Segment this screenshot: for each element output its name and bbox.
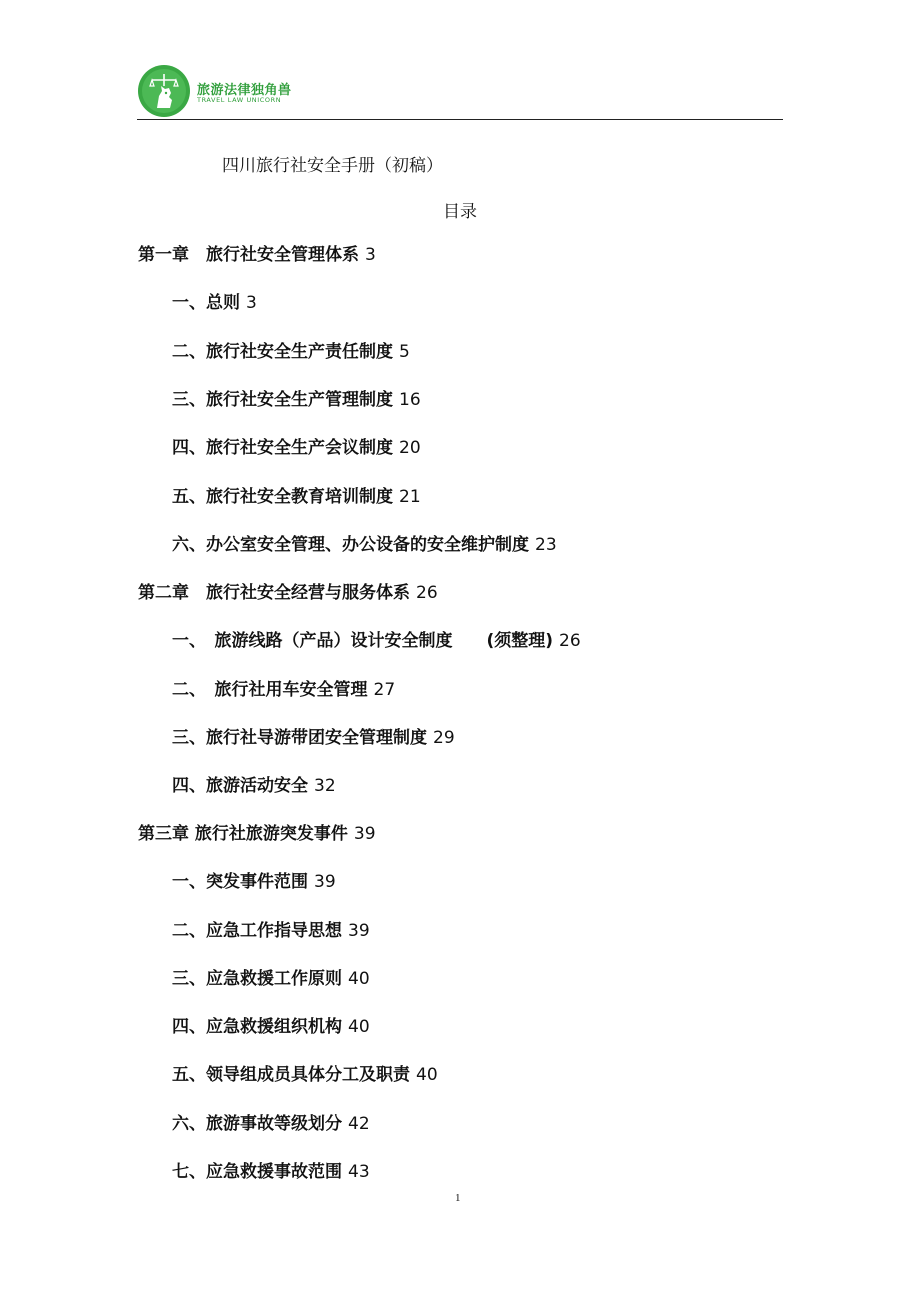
- toc-entry-section[interactable]: [172, 389, 421, 411]
- toc-entry-label: 六、办公室安全管理、办公设备的安全维护制度: [172, 535, 529, 555]
- toc-entry-section[interactable]: [172, 679, 395, 701]
- toc-entry-page: 26: [559, 631, 581, 651]
- toc-entry-page: 27: [373, 680, 396, 700]
- toc-entry-label: 一、总则: [172, 293, 240, 313]
- toc-entry-section[interactable]: [172, 871, 336, 893]
- toc-entry-label: 七、应急救援事故范围: [172, 1162, 342, 1182]
- toc-entry-chapter-3[interactable]: [138, 823, 376, 845]
- toc-entry-section[interactable]: [172, 775, 336, 797]
- toc-entry-page: 3: [365, 245, 376, 265]
- toc-entry-section[interactable]: [172, 437, 421, 459]
- toc-entry-page: 39: [314, 872, 336, 892]
- toc-entry-page: 21: [399, 487, 421, 507]
- toc-entry-section[interactable]: [172, 292, 257, 314]
- toc-entry-page: 43: [348, 1162, 370, 1182]
- toc-entry-label: 二、 旅行社用车安全管理: [172, 680, 368, 700]
- toc-entry-section[interactable]: [172, 486, 421, 508]
- logo-english-name: TRAVEL LAW UNICORN: [197, 96, 282, 104]
- toc-entry-section[interactable]: [172, 630, 581, 652]
- toc-entry-section[interactable]: [172, 534, 557, 556]
- toc-entry-label: 二、应急工作指导思想: [172, 921, 342, 941]
- toc-entry-section[interactable]: [172, 1016, 370, 1038]
- header-divider: [137, 119, 783, 120]
- toc-entry-page: 40: [348, 969, 370, 989]
- toc-entry-label: 六、旅游事故等级划分: [172, 1114, 342, 1134]
- toc-entry-page: 3: [246, 293, 257, 313]
- toc-entry-label: 第三章 旅行社旅游突发事件: [138, 824, 348, 844]
- toc-entry-page: 16: [399, 390, 421, 410]
- toc-entry-page: 42: [348, 1114, 370, 1134]
- document-title: 四川旅行社安全手册（初稿）: [222, 156, 443, 176]
- toc-entry-page: 40: [416, 1065, 438, 1085]
- toc-entry-label: 五、旅行社安全教育培训制度: [172, 487, 393, 507]
- toc-entry-page: 5: [399, 342, 410, 362]
- toc-entry-label: 三、旅行社安全生产管理制度: [172, 390, 393, 410]
- toc-entry-label: 四、旅行社安全生产会议制度: [172, 438, 393, 458]
- toc-entry-label: 二、旅行社安全生产责任制度: [172, 342, 393, 362]
- toc-entry-label: 四、应急救援组织机构: [172, 1017, 342, 1037]
- page-number: 1: [455, 1192, 461, 1204]
- toc-entry-page: 26: [416, 583, 438, 603]
- toc-entry-section[interactable]: [172, 1161, 370, 1183]
- unicorn-scales-logo-icon: [137, 64, 191, 118]
- toc-entry-section[interactable]: [172, 968, 370, 990]
- toc-entry-chapter-2[interactable]: [138, 582, 438, 604]
- toc-entry-page: 23: [535, 535, 557, 555]
- toc-entry-page: 40: [348, 1017, 370, 1037]
- header-logo: [137, 64, 297, 118]
- toc-entry-chapter-1[interactable]: [138, 244, 376, 266]
- toc-entry-section[interactable]: [172, 1064, 438, 1086]
- toc-entry-section[interactable]: [172, 727, 455, 749]
- toc-entry-page: 32: [314, 776, 336, 796]
- toc-entry-label: 五、领导组成员具体分工及职责: [172, 1065, 410, 1085]
- toc-entry-section[interactable]: [172, 920, 370, 942]
- toc-entry-page: 20: [399, 438, 421, 458]
- toc-entry-label: 四、旅游活动安全: [172, 776, 308, 796]
- toc-entry-page: 29: [433, 728, 455, 748]
- toc-entry-section[interactable]: [172, 341, 410, 363]
- toc-entry-label: 一、 旅游线路（产品）设计安全制度 (须整理): [172, 631, 554, 651]
- toc-heading: 目录: [443, 202, 477, 222]
- toc-entry-label: 一、突发事件范围: [172, 872, 308, 892]
- logo-chinese-name: 旅游法律独角兽: [197, 83, 292, 98]
- toc-entry-label: 三、旅行社导游带团安全管理制度: [172, 728, 427, 748]
- toc-entry-page: 39: [353, 824, 376, 844]
- toc-entry-label: 三、应急救援工作原则: [172, 969, 342, 989]
- toc-entry-label: 第二章 旅行社安全经营与服务体系: [138, 583, 410, 603]
- toc-entry-label: 第一章 旅行社安全管理体系: [138, 245, 359, 265]
- toc-entry-section[interactable]: [172, 1113, 370, 1135]
- toc-entry-page: 39: [348, 921, 370, 941]
